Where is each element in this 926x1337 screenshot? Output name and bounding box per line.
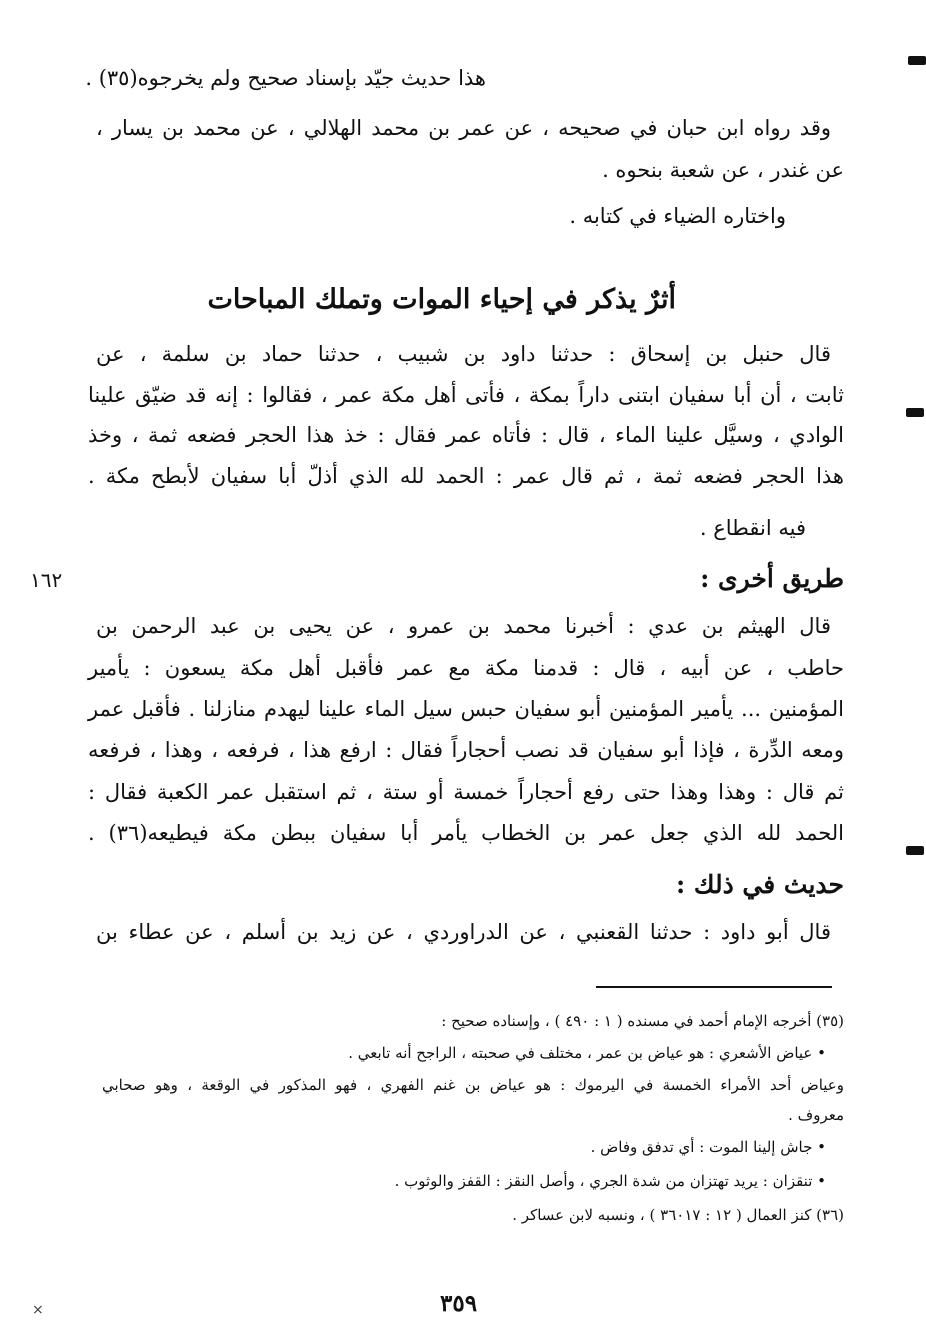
footnote-line: • تنقزان : يريد تهتزان من شدة الجري ، وأصل النقز : القفز والوثوب . [394, 1172, 826, 1190]
text-line: قال حنبل بن إسحاق : حدثنا داود بن شبيب ، حدثنا حماد بن سلمة ، عن [96, 342, 831, 366]
scan-mark [908, 56, 926, 65]
text-line: ثابت ، أن أبا سفيان ابتنى داراً بمكة ، فأتى أهل مكة عمر ، فقالوا : إنه قد ضيّق علينا [88, 383, 844, 407]
margin-number: ١٦٢ [30, 568, 63, 592]
footnote-line: وعياض أحد الأمراء الخمسة في اليرموك : هو عياض بن غنم الفهري ، فهو المذكور في الوقعة ، وهو صحابي [102, 1076, 844, 1094]
footnote-line: معروف . [788, 1106, 844, 1124]
text-line: قال الهيثم بن عدي : أخبرنا محمد بن عمرو ، عن يحيى بن عبد الرحمن بن [96, 614, 831, 638]
subheading: طريق أخرى : [700, 564, 844, 593]
text-line: عن غندر ، عن شعبة بنحوه . [602, 158, 844, 182]
footnote-line: (٣٦) كنز العمال ( ١٢ : ٣٦٠١٧ ) ، ونسبه لابن عساكر . [512, 1206, 844, 1224]
section-heading: أثرٌ يذكر في إحياء الموات وتملك المباحات [207, 284, 676, 315]
scan-mark [906, 408, 924, 417]
footnote-line: (٣٥) أخرجه الإمام أحمد في مسنده ( ١ : ٤٩٠ ) ، وإسناده صحيح : [441, 1012, 844, 1030]
text-line: حاطب ، عن أبيه ، قال : قدمنا مكة مع عمر فأقبل أهل مكة يسعون : يأمير [88, 656, 844, 680]
footnote-line: • جاش إلينا الموت : أي تدفق وفاض . [590, 1138, 826, 1156]
text-line: ومعه الدِّرة ، فإذا أبو سفيان قد نصب أحجاراً فقال : ارفع هذا ، فرفعه ، وهذا ، فرفعه [88, 738, 844, 762]
text-line: المؤمنين ... يأمير المؤمنين أبو سفيان حبس سيل الماء علينا ليهدم منازلنا . فأقبل عمر [88, 697, 844, 721]
text-line: الحمد لله الذي جعل عمر بن الخطاب يأمر أبا سفيان ببطن مكة فيطيعه(٣٦) . [88, 821, 845, 845]
text-line: ثم قال : وهذا وهذا حتى رفع أحجاراً خمسة أو ستة ، ثم استقبل عمر الكعبة فقال : [88, 780, 844, 804]
text-line: واختاره الضياء في كتابه . [569, 204, 786, 228]
scan-mark [906, 846, 924, 855]
text-line: هذا حديث جيّد بإسناد صحيح ولم يخرجوه(٣٥) . [85, 66, 486, 90]
footnote-line: • عياض الأشعري : هو عياض بن عمر ، مختلف في صحبته ، الراجح أنه تابعي . [348, 1044, 826, 1062]
text-line: وقد رواه ابن حبان في صحيحه ، عن عمر بن محمد الهلالي ، عن محمد بن يسار ، [96, 116, 831, 140]
text-line: الوادي ، وسيَّل علينا الماء ، قال : فأتاه عمر فقال : خذ هذا الحجر فضعه ثمة ، وخذ [88, 423, 844, 447]
page-number: ٣٥٩ [440, 1290, 478, 1317]
text-line: قال أبو داود : حدثنا القعنبي ، عن الدراوردي ، عن زيد بن أسلم ، عن عطاء بن [96, 920, 831, 944]
subheading: حديث في ذلك : [675, 870, 844, 899]
footnote-separator [596, 986, 832, 988]
text-line: فيه انقطاع . [699, 516, 806, 540]
text-line: هذا الحجر فضعه ثمة ، ثم قال عمر : الحمد لله الذي أذلّ أبا سفيان لأبطح مكة . [88, 464, 844, 488]
scan-speck: × [32, 1302, 44, 1318]
